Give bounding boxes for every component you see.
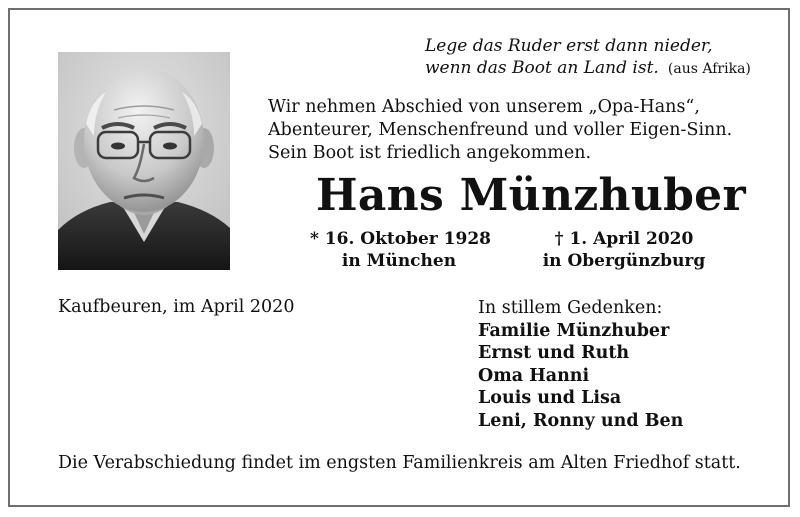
mourners-heading: In stillem Gedenken: bbox=[478, 298, 663, 318]
intro-line-2: Abenteurer, Menschenfreund und voller Eigen-Sinn. bbox=[268, 120, 733, 140]
mourner-name: Familie Münzhuber bbox=[478, 320, 670, 341]
birth-place: in München bbox=[341, 251, 457, 271]
intro-line-1: Wir nehmen Abschied von unserem „Opa-Hans“, bbox=[268, 97, 700, 117]
birth-date: * 16. Oktober 1928 bbox=[310, 229, 491, 249]
deceased-name: Hans Münzhuber bbox=[316, 170, 746, 221]
mourners-block bbox=[478, 297, 683, 432]
portrait-photo bbox=[58, 52, 230, 270]
place-date: Kaufbeuren, im April 2020 bbox=[58, 297, 295, 317]
death-date: † 1. April 2020 bbox=[554, 229, 694, 249]
birth-block bbox=[310, 228, 491, 272]
death-block bbox=[540, 228, 708, 272]
intro-line-3: Sein Boot ist friedlich angekommen. bbox=[268, 143, 592, 163]
mourner-name: Ernst und Ruth bbox=[478, 343, 630, 363]
funeral-notice: Die Verabschiedung findet im engsten Familienkreis am Alten Friedhof statt. bbox=[58, 453, 741, 473]
mourner-name: Louis und Lisa bbox=[478, 388, 622, 408]
death-place: in Obergünzburg bbox=[542, 251, 706, 271]
quote-line-1: Lege das Ruder erst dann nieder, bbox=[425, 36, 713, 56]
mourner-name: Oma Hanni bbox=[478, 365, 590, 386]
quote-line-2-text: wenn das Boot an Land ist. bbox=[425, 58, 659, 78]
mourner-name: Leni, Ronny und Ben bbox=[478, 410, 684, 431]
quote-line-2 bbox=[425, 57, 751, 79]
quote-source: (aus Afrika) bbox=[667, 61, 751, 77]
